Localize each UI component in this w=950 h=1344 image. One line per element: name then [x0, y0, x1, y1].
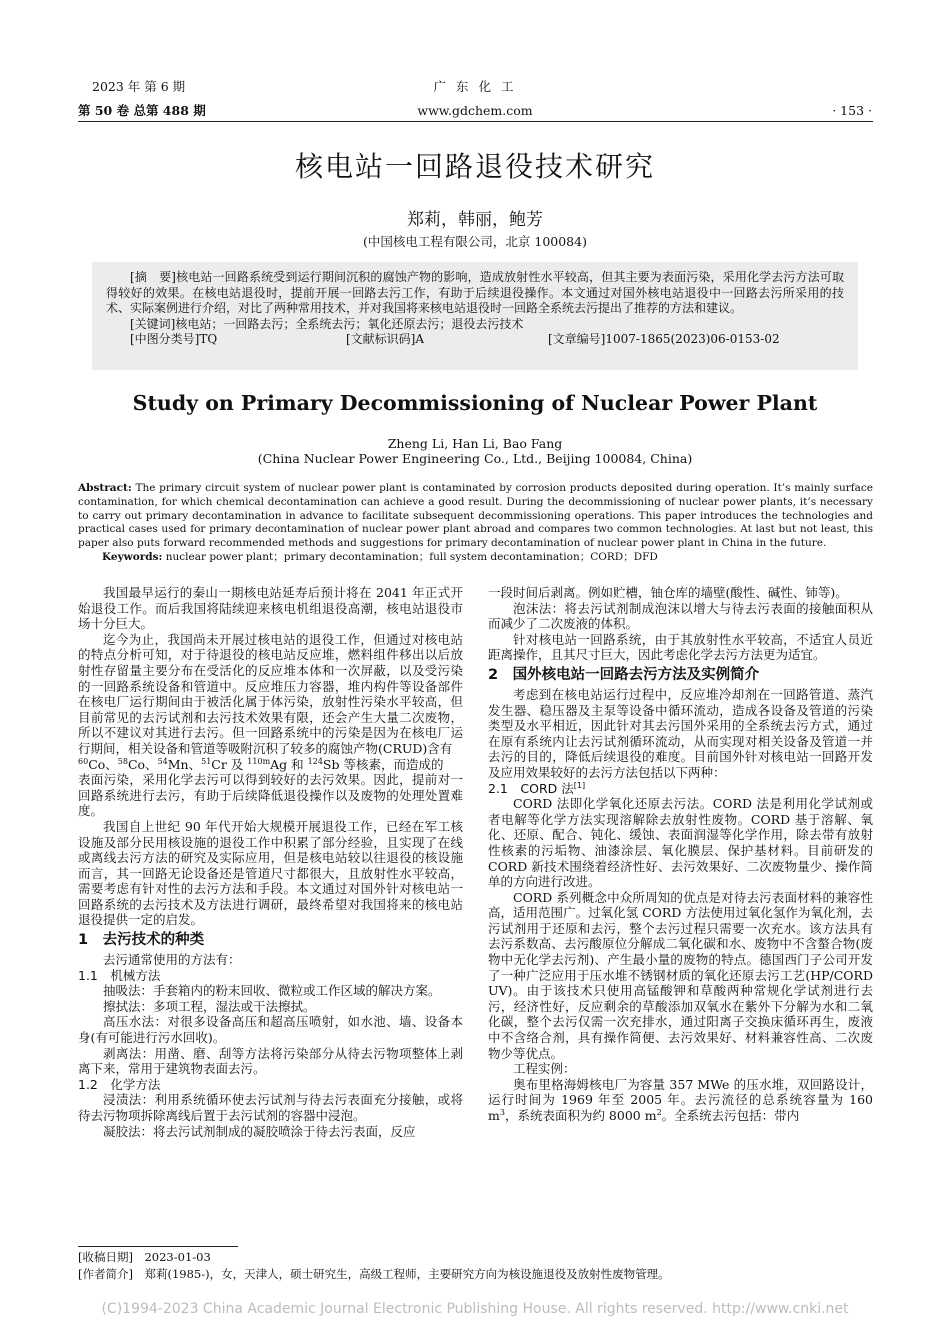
received-date: [收稿日期] 2023-01-03 [78, 1250, 211, 1264]
paper-title-en: Study on Primary Decommissioning of Nuclear Power Plant [132, 391, 818, 415]
keywords-cn-text: 核电站；一回路去污；全系统去污；氧化还原去污；退役去污技术 [175, 316, 524, 331]
paragraph: 抽吸法：手套箱内的粉末回收、微粒或工作区域的解决方案。 [103, 983, 441, 999]
left-column [78, 585, 463, 1139]
paragraph: 工程实例： [513, 1061, 576, 1077]
abstract-cn-text: 核电站一回路系统受到运行期间沉积的腐蚀产物的影响，造成放射性水平较高，但其主要为表面污染，采用化学去污方法可取得较好的效果。在核电站退役时，提前开展一回路去污工作，有助于后续退役操作。本文通过对国外核电站退役中一回路去污所采用的技术、实际案例进行介绍，对比了两种常用技术，并对我国将来核电站退役时一回路全系统去污提出了推荐的方法和建议。 [106, 270, 844, 315]
paragraph: 泡沫法：将去污试剂制成泡沫以增大与待去污表面的接触面积从而减少了二次废液的体积。 [488, 600, 873, 632]
paper-title-cn: 核电站一回路退役技术研究 [294, 150, 655, 183]
subsection-heading-2-1: 2.1 CORD 法[1] [488, 780, 586, 796]
paragraph: 凝胶法：将去污试剂制成的凝胶喷涂于待去污表面，反应 [103, 1123, 416, 1139]
affiliation-cn: (中国核电工程有限公司，北京 100084) [363, 234, 587, 249]
paragraph: 迄今为止，我国尚未开展过核电站的退役工作，但通过对核电站的特点分析可知，对于待退役的核电站反应堆，燃料组件移出以后放射性存留量主要分布在受活化的反应堆本体和一次屏蔽，以及受污染的一回路系统设备和管道中。反应堆压力容器，堆内构件等设备部件在核电厂运行期间由于被活化属于体污染，放射性污染水平较高，但目前常见的去污试剂和去污技术效果有限，还会产生大量二次废物，所以不建议对其进行去污。但一回路系统中的污染是因为在核电厂运行期间，相关设备和管道等吸附沉积了较多的腐蚀产物(CRUD)含有 [78, 631, 463, 756]
keywords-en-text: nuclear power plant；primary decontamination；full system decontamination；CORD；DFD [165, 550, 658, 563]
subsection-heading-1-1: 1.1 机械方法 [78, 967, 161, 983]
clc-code: [中图分类号]TQ [130, 332, 218, 346]
subsection-heading-1-2: 1.2 化学方法 [78, 1076, 161, 1092]
right-column [488, 585, 873, 1124]
paragraph: 考虑到在核电站运行过程中，反应堆冷却剂在一回路管道、蒸汽发生器、稳压器及主泵等设备中循环流动，造成各设备及管道的污染类型及水平相近，因此针对其去污国外采用的全系统去污方式，通过在原有系统内让去污试剂循环流动，从而实现对相关设备及管道一并去污的目的，降低后续退役的难度。目前国外针对核电站一回路开发及应用效果较好的去污方法包括以下两种： [488, 686, 873, 780]
paragraph: 一段时间后剥离。例如贮槽，铀仓库的墙壁(酸性、碱性、铈等)。 [488, 585, 848, 600]
classification-row [106, 332, 844, 348]
abstract-en-block [78, 482, 873, 565]
keywords-en-label: Keywords: [102, 550, 163, 563]
affiliation-en: (China Nuclear Power Engineering Co., Ltd., Beijing 100084, China) [257, 451, 693, 466]
abstract-cn [106, 270, 844, 317]
page-number: · 153 · [832, 103, 872, 118]
abstract-cn-box [92, 262, 858, 370]
paragraph: 表面污染，采用化学去污可以得到较好的去污效果。因此，提前对一回路系统进行去污，有助于后续降低退役操作以及废物的处理处置难度。 [78, 772, 463, 819]
paragraph: 我国最早运行的秦山一期核电站延寿后预计将在 2041 年正式开始退役工作。而后我国将陆续迎来核电机组退役高潮，核电站退役市场十分巨大。 [78, 585, 463, 632]
section-heading-1: 1 去污技术的种类 [78, 932, 205, 949]
paragraph: 擦拭法：多项工程，湿法或干法擦拭。 [103, 998, 316, 1014]
isotope-line: $^{60}$Co、$^{58}$Co、$^{54}$Mn、$^{51}$Cr 及 $^{110m}$Ag 和 $^{124}$Sb 等核素，而造成的 [78, 756, 444, 772]
paragraph: 奥布里格海姆核电厂为容量 357 MWe 的压水堆，双回路设计，运行时间为 1969 年至 2005 年。去污流径的总系统容量为 160 $m^3$，系统表面积为约 8000 $m^2$。全系统去污包括：带内 [488, 1076, 873, 1123]
copyright-watermark: (C)1994-2023 China Academic Journal Electronic Publishing House. All rights reserved. http://www.cnki.net [101, 1301, 849, 1317]
abstract-cn-label: [摘 要] [130, 270, 176, 284]
paragraph: 高压水法：对很多设备高压和超高压喷射，如水池、墙、设备本身(有可能进行污水回收)。 [78, 1014, 463, 1046]
article-number: [文章编号]1007-1865(2023)06-0153-02 [548, 332, 780, 346]
paragraph: 浸渍法：利用系统循环使去污试剂与待去污表面充分接触，或将待去污物项拆除离线后置于去污试剂的容器中浸泡。 [78, 1092, 463, 1123]
footnote-rule [78, 1246, 238, 1247]
paragraph: CORD 系列概念中众所周知的优点是对待去污表面材料的兼容性高，适用范围广。过氧化氢 CORD 方法使用过氧化氢作为氧化剂，去污试剂用于还原和去污，整个去污过程只需要一次充水。该方法具有去污系数高、去污酸原位分解成二氧化碳和水、废物中不含螯合物(废物中无化学去污剂)、产生最小量的废物的特点。德国西门子公司开发了一种广泛应用于压水堆不锈钢材质的氧化还原去污工艺(HP/CORD UV)。由于该技术只使用高锰酸钾和草酸两种常规化学试剂进行去污，经济性好，反应剩余的草酸添加双氧水在紫外下分解为水和二氧化碳，整个去污仅需一次充排水，通过阳离子交换床循环再生，废液中不含络合剂，具有操作简便、去污效果好、材料兼容性高、二次废物少等优点。 [488, 889, 873, 1061]
issue-info: 2023 年 第 6 期 [92, 79, 186, 94]
abstract-en-label: Abstract: [78, 482, 132, 494]
journal-name: 广 东 化 工 [433, 79, 517, 94]
doc-code: [文献标识码]A [346, 332, 425, 346]
section-heading-2: 2 国外核电站一回路去污方法及实例简介 [488, 666, 760, 683]
paragraph: 针对核电站一回路系统，由于其放射性水平较高，不适宜人员近距离操作，且其尺寸巨大，因此考虑化学去污方法更为适宜。 [488, 631, 873, 663]
reference-marker[interactable]: [1] [573, 780, 586, 790]
header-rule [78, 121, 873, 122]
abstract-en [78, 482, 873, 551]
paragraph: 我国自上世纪 90 年代开始大规模开展退役工作，已经在军工核设施及部分民用核设施的退役工作中积累了部分经验，且实现了在线或离线去污方法的研究及实际应用，但是核电站较以往退役的核设施而言，其一回路无论设备还是管道尺寸都很大，且放射性水平较高，需要考虑有针对性的去污方法和手段。本文通过对国外针对核电站一回路系统的去污技术及方法进行调研，最终希望对我国将来的核电站退役提供一定的启发。 [78, 818, 463, 928]
paragraph: 去污通常使用的方法有： [103, 952, 241, 968]
journal-website[interactable]: www.gdchem.com [417, 103, 533, 118]
paragraph: 剥离法：用凿、磨、刮等方法将污染部分从待去污物项整体上剥离下来，常用于建筑物表面去污。 [78, 1045, 463, 1077]
author-bio: [作者简介] 郑莉(1985-)，女，天津人，硕士研究生，高级工程师，主要研究方向为核设施退役及放射性废物管理。 [78, 1267, 670, 1281]
authors-cn: 郑莉，韩丽，鲍芳 [407, 210, 543, 230]
volume-info: 第 50 卷 总第 488 期 [78, 103, 206, 118]
abstract-en-text: The primary circuit system of nuclear power plant is contaminated by corrosion products deposited during operation. It’s mainly surface contamination, for which chemical decontamination can achieve a good result. During the decommissioning of nuclear power plants, it’s necessary to carry out primary decontamination in advance to facilitate subsequent decommissioning operations. This paper introduces the technologies and practical cases used for primary decontamination of nuclear power plant abroad and compares two common technologies. At last but not least, this paper also puts forward recommended methods and suggestions for primary decontamination of nuclear power plant in China in the future. [78, 482, 874, 550]
keywords-cn-label: [关键词] [130, 316, 176, 331]
authors-en: Zheng Li, Han Li, Bao Fang [387, 436, 563, 451]
keywords-cn [106, 317, 844, 333]
paragraph: CORD 法即化学氧化还原去污法。CORD 法是利用化学试剂或者电解等化学方法实现溶解除去放射性废物。CORD 基于溶解、氧化、还原、配合、钝化、缓蚀、表面润湿等化学作用，除去带有放射性核素的污垢物、油漆涂层、氧化膜层、保护基材料。目前研发的 CORD 新技术围绕着经济性好、去污效果好、二次废物量少、操作简单的方向进行改进。 [488, 796, 873, 890]
keywords-en [78, 551, 873, 565]
